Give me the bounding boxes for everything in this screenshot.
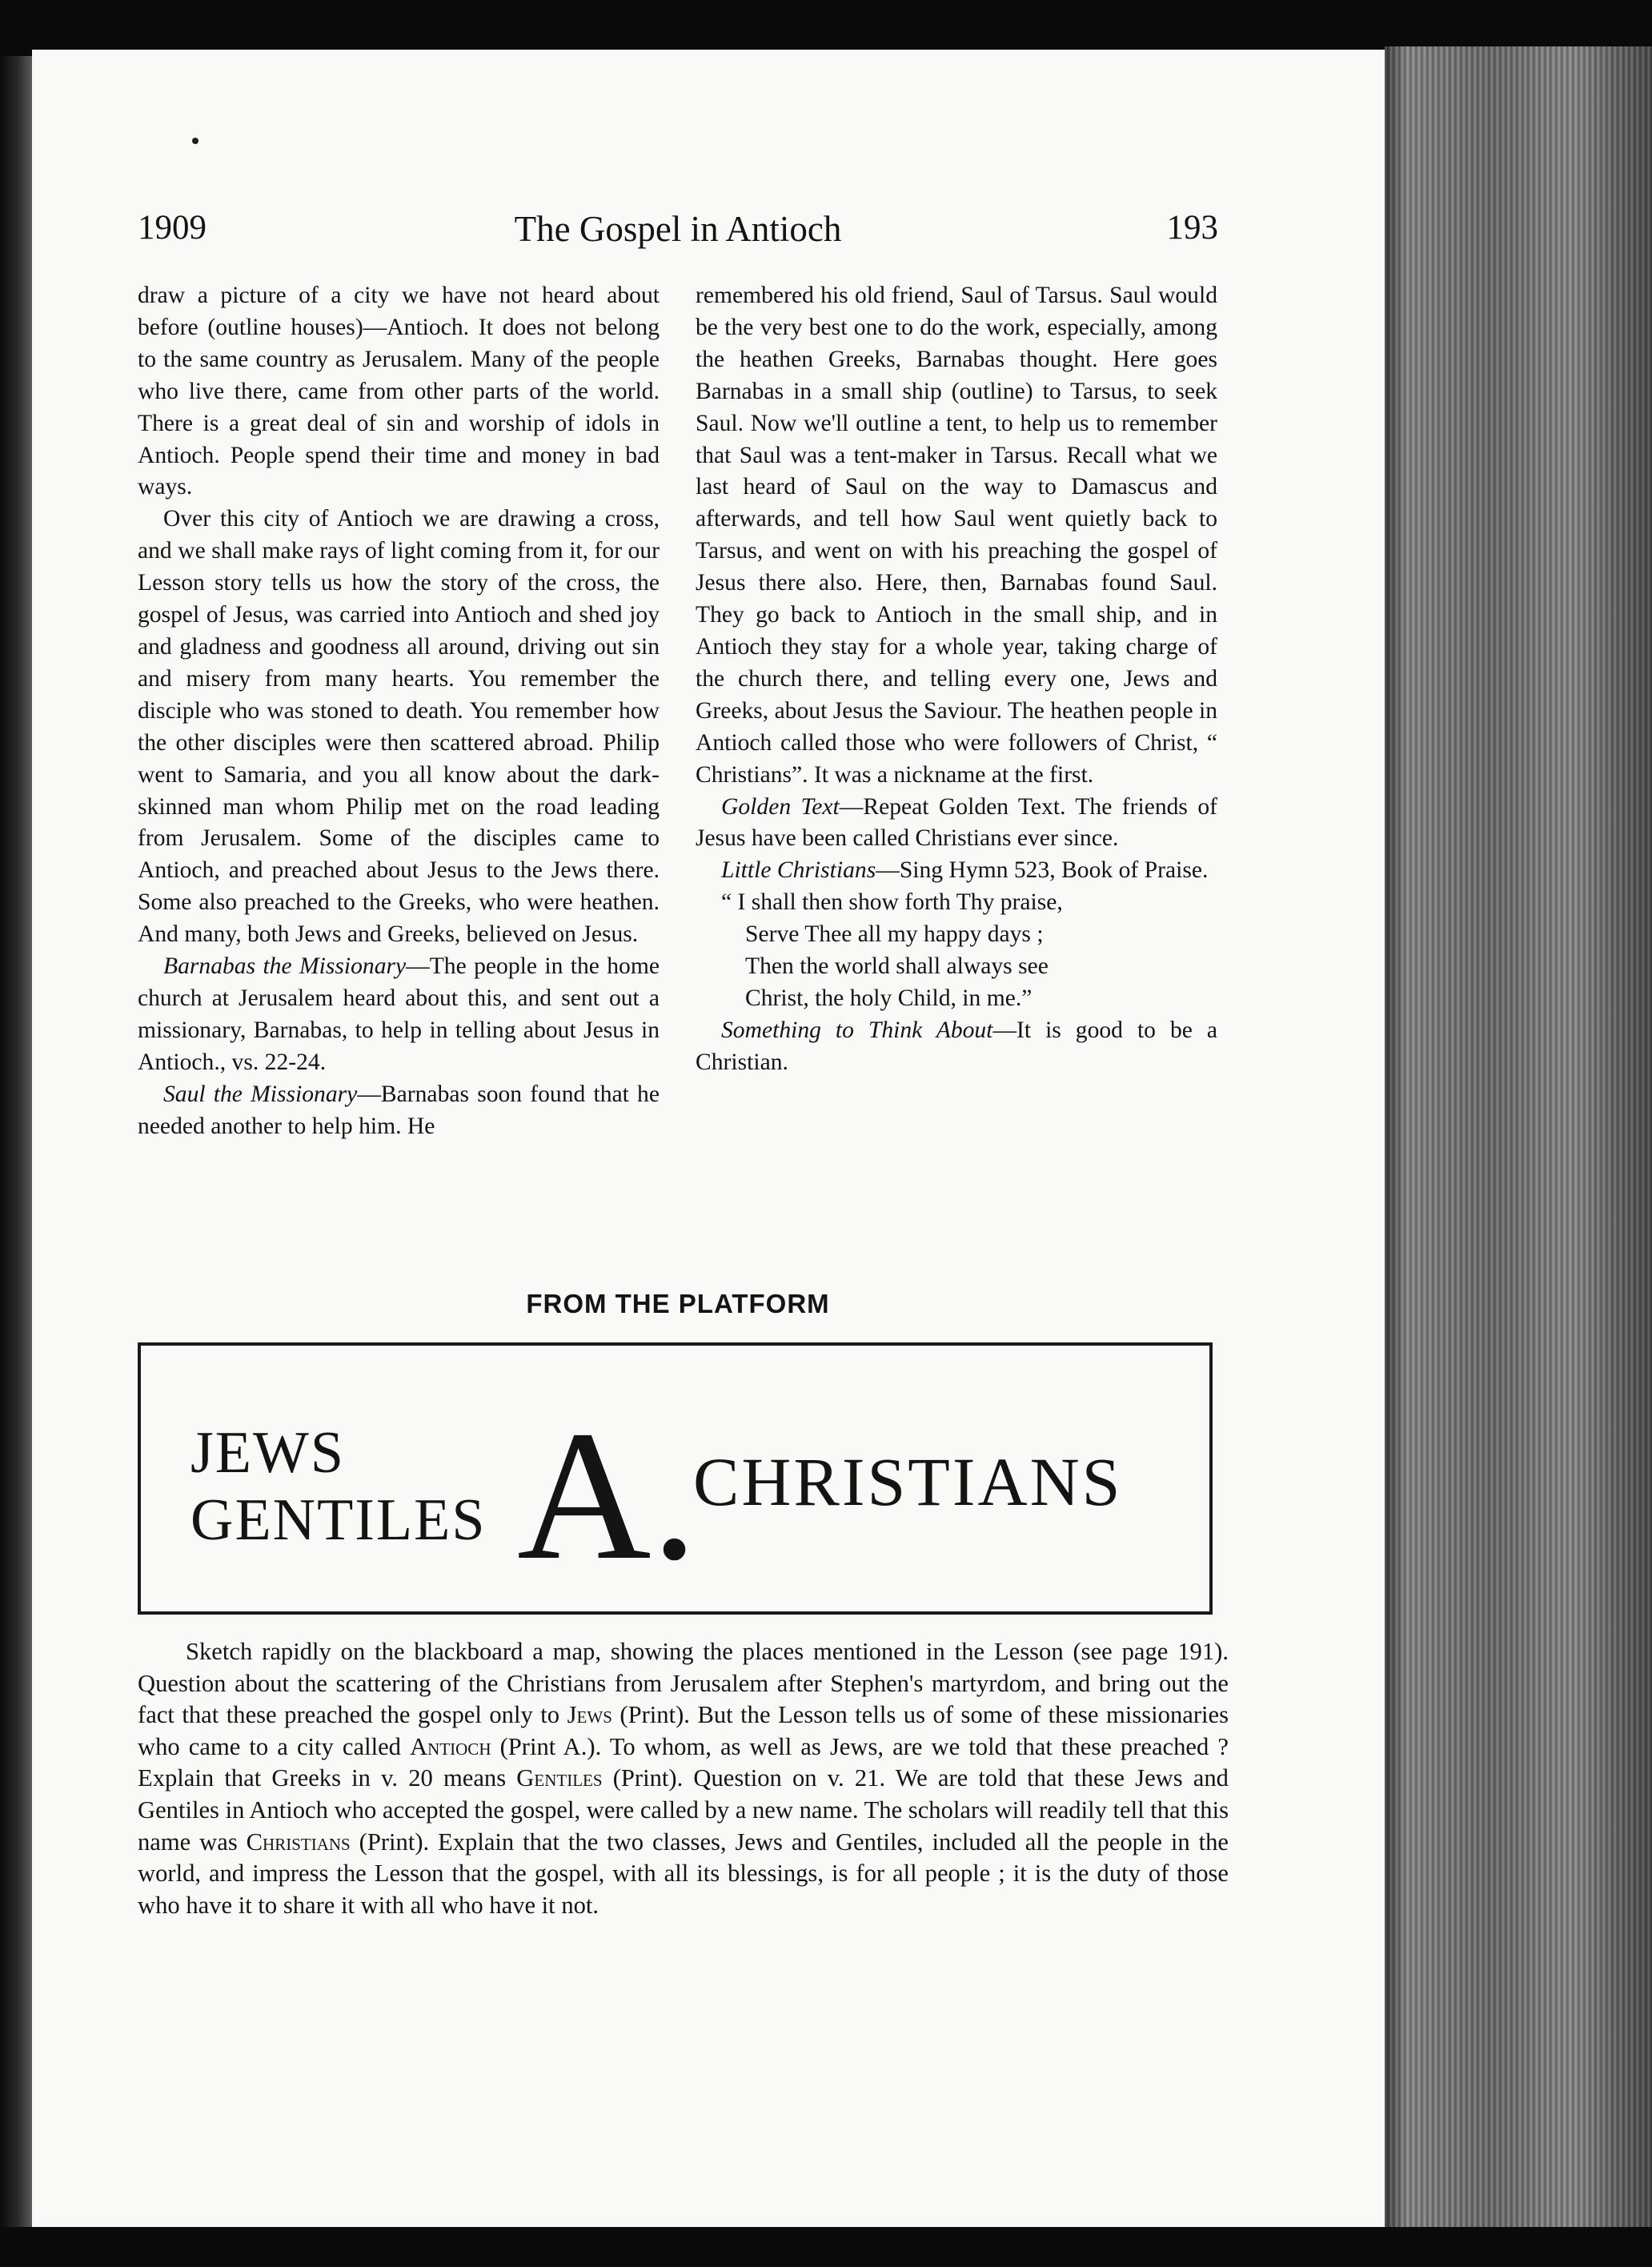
board-letter-a: A. <box>517 1393 698 1599</box>
right-paragraph-1: remembered his old friend, Saul of Tarsus. Saul would be the very best one to do the work, especially, among the heathen Greeks, Barnabas thought. Here goes Barnabas in a small ship (outline) to Tarsus, to seek Saul. Now we'll outline a tent, to help us to remember that Saul was a tent-maker in Tarsus. Recall what we last heard of Saul on the way to Damascus and afterwards, and tell how Saul went quietly back to Tarsus, and went on with his preaching the gospel of Jesus there also. Here, then, Barnabas found Saul. They go back to Antioch in the small ship, and in Antioch they stay for a whole year, taking charge of the church there, and telling every one, Jews and Greeks, about Jesus the Saviour. The heathen people in Antioch called those who were followers of Christ, “ Christians”. It was a nickname at the first. <box>696 283 1218 788</box>
right-paragraph-3 <box>696 855 1217 887</box>
instructions-text-5: (Print). Explain that the two classes, Jews and Gentiles, included all the people in the world, and impress the Lesson that the gospel, with all its blessings, is for all people ; it is the duty of those who have it to share it with all who have it not. <box>138 1828 1229 1919</box>
term-gentiles: Gentiles <box>516 1764 603 1792</box>
right-paragraph-4 <box>696 1015 1217 1079</box>
golden-text-heading: Golden Text <box>721 793 840 820</box>
little-christians-text: —Sing Hymn 523, Book of Praise. <box>876 857 1209 884</box>
barnabas-text: —The people in the home church at Jerusalem heard about this, and sent out a missionary, Barnabas, to help in telling about Jesus in Antioch., vs. 22-24. <box>138 953 660 1075</box>
instructions-text-1: Sketch rapidly on the blackboard a map, showing the places mentioned in the Lesson (see page 191). Question about the scattering of the Christians from Jerusalem after Stephen's martyrdom, and bring out the fact that these preached the gospel only to <box>138 1638 1229 1729</box>
saul-heading: Saul the Missionary <box>163 1081 358 1107</box>
hymn-verse-line: Then the world shall always see <box>745 953 1049 980</box>
think-about-heading: Something to Think About <box>721 1017 993 1043</box>
platform-instructions <box>138 1636 1229 1921</box>
book-fore-edge <box>1385 46 1652 2236</box>
instructions-text-2: (Print). But the Lesson tells us of some of these missionaries who came to a city called <box>138 1701 1229 1760</box>
right-paragraph-2 <box>696 792 1217 856</box>
board-word-christians: CHRISTIANS <box>693 1443 1123 1520</box>
page-number: 193 <box>1166 209 1218 247</box>
think-about-text: —It is good to be a Christian. <box>696 1017 1217 1075</box>
instructions-text-4: (Print). Question on v. 21. We are told that these Jews and Gentiles in Antioch who accepted the gospel, were called by a new name. The scholars will readily tell that this name was <box>138 1764 1229 1856</box>
left-column <box>138 280 660 1142</box>
scan-border <box>0 2227 1652 2267</box>
running-head <box>138 208 1218 256</box>
board-left-words <box>190 1419 487 1554</box>
left-paragraph-4 <box>138 1079 660 1143</box>
instructions-text-3: (Print A.). To whom, as well as Jews, are we told that these preached ? Explain that Greeks in v. 20 means <box>138 1732 1229 1792</box>
hymn-verse-line: Christ, the holy Child, in me.” <box>745 985 1032 1011</box>
blackboard-diagram <box>138 1342 1213 1615</box>
little-christians-heading: Little Christians <box>721 857 876 884</box>
left-paragraph-1: draw a picture of a city we have not heard about before (outline houses)—Antioch. It does not belong to the same country as Jerusalem. Many of the people who live there, came from other parts of the world. There is a great deal of sin and worship of idols in Antioch. People spend their time and money in bad ways. <box>138 283 660 500</box>
left-paragraph-2: Over this city of Antioch we are drawing a cross, and we shall make rays of light coming from it, for our Lesson story tells us how the story of the cross, the gospel of Jesus, was carried into Antioch and shed joy and gladness and goodness all around, driving out sin and misery from many hearts. You remember the disciple who was stoned to death. You remember how the other disciples were then scattered abroad. Philip went to Samaria, and you all know about the dark-skinned man whom Philip met on the road leading from Jerusalem. Some of the disciples came to Antioch, and preached about Jesus to the Jews there. Some also preached to the Greeks, who were heathen. And many, both Jews and Greeks, believed on Jesus. <box>138 506 660 948</box>
right-column <box>696 280 1217 1079</box>
left-paragraph-3 <box>138 951 660 1079</box>
running-head-title: The Gospel in Antioch <box>514 209 842 249</box>
term-christians: Christians <box>246 1828 351 1856</box>
running-head-year: 1909 <box>138 209 206 247</box>
hymn-verse-line: Serve Thee all my happy days ; <box>745 921 1044 948</box>
golden-text-text: —Repeat Golden Text. The friends of Jesus have been called Christians ever since. <box>696 793 1217 852</box>
ink-speck <box>192 138 198 144</box>
barnabas-heading: Barnabas the Missionary <box>163 953 407 980</box>
board-word-gentiles: GENTILES <box>190 1487 487 1553</box>
section-heading: FROM THE PLATFORM <box>526 1289 830 1318</box>
hymn-verse-line: “ I shall then show forth Thy praise, <box>721 889 1063 916</box>
board-word-jews: JEWS <box>190 1420 345 1486</box>
book-gutter-edge <box>0 56 32 2233</box>
term-jews: Jews <box>567 1701 612 1729</box>
saul-text: —Barnabas soon found that he needed another to help him. He <box>138 1081 660 1139</box>
term-antioch: Antioch <box>410 1732 491 1760</box>
